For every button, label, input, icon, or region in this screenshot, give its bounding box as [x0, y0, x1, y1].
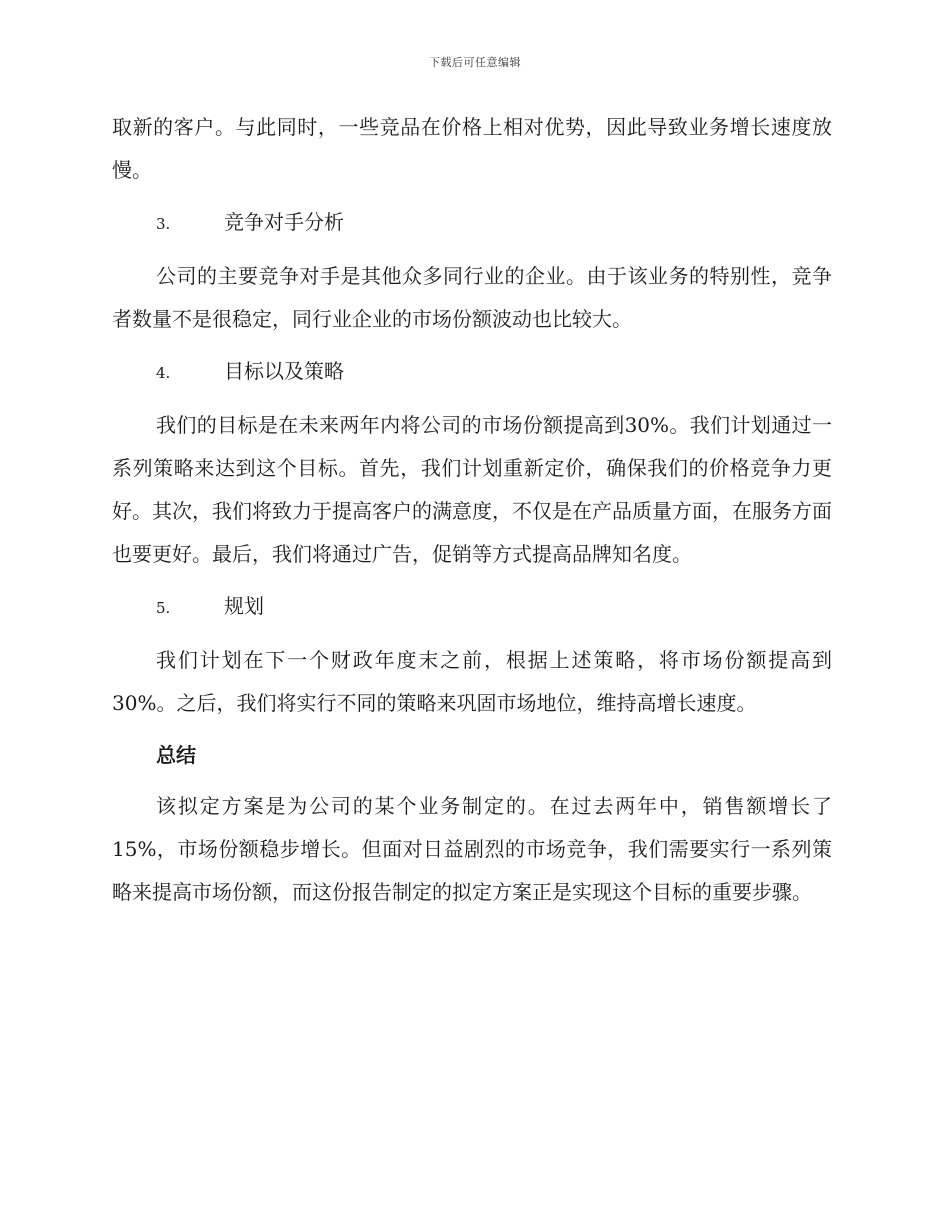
section-5-title: 规划 — [224, 594, 264, 618]
paragraph-competitors: 公司的主要竞争对手是其他众多同行业的企业。由于该业务的特别性，竞争者数量不是很稳定，同行业企业的市场份额波动也比较大。 — [112, 264, 832, 331]
section-5-number: 5. — [156, 599, 171, 617]
section-3-title: 竞争对手分析 — [224, 210, 344, 234]
paragraph-goals: 我们的目标是在未来两年内将公司的市场份额提高到30%。我们计划通过一系列策略来达到这个目标。首先，我们计划重新定价，确保我们的价格竞争力更好。其次，我们将致力于提高客户的满意度，不仅是在产品质量方面，在服务方面也要更好。最后，我们将通过广告，促销等方式提高品牌知名度。 — [112, 413, 832, 566]
section-3-heading — [112, 201, 832, 246]
page-header-note: 下载后可任意编辑 — [429, 56, 521, 69]
section-4-number: 4. — [156, 364, 171, 382]
section-5-heading — [112, 585, 832, 630]
section-3-number: 3. — [156, 215, 171, 233]
section-4-heading — [112, 350, 832, 395]
paragraph-intro-continued: 取新的客户。与此同时，一些竞品在价格上相对优势，因此导致业务增长速度放慢。 — [112, 115, 832, 182]
document-body — [112, 106, 832, 923]
paragraph-summary: 该拟定方案是为公司的某个业务制定的。在过去两年中，销售额增长了15%，市场份额稳步增长。但面对日益剧烈的市场竞争，我们需要实行一系列策略来提高市场份额，而这份报告制定的拟定方案正是实现这个目标的重要步骤。 — [112, 794, 832, 904]
summary-heading: 总结 — [156, 743, 196, 767]
paragraph-plan: 我们计划在下一个财政年度末之前，根据上述策略，将市场份额提高到30%。之后，我们将实行不同的策略来巩固市场地位，维持高增长速度。 — [112, 648, 832, 715]
section-4-title: 目标以及策略 — [224, 359, 344, 383]
